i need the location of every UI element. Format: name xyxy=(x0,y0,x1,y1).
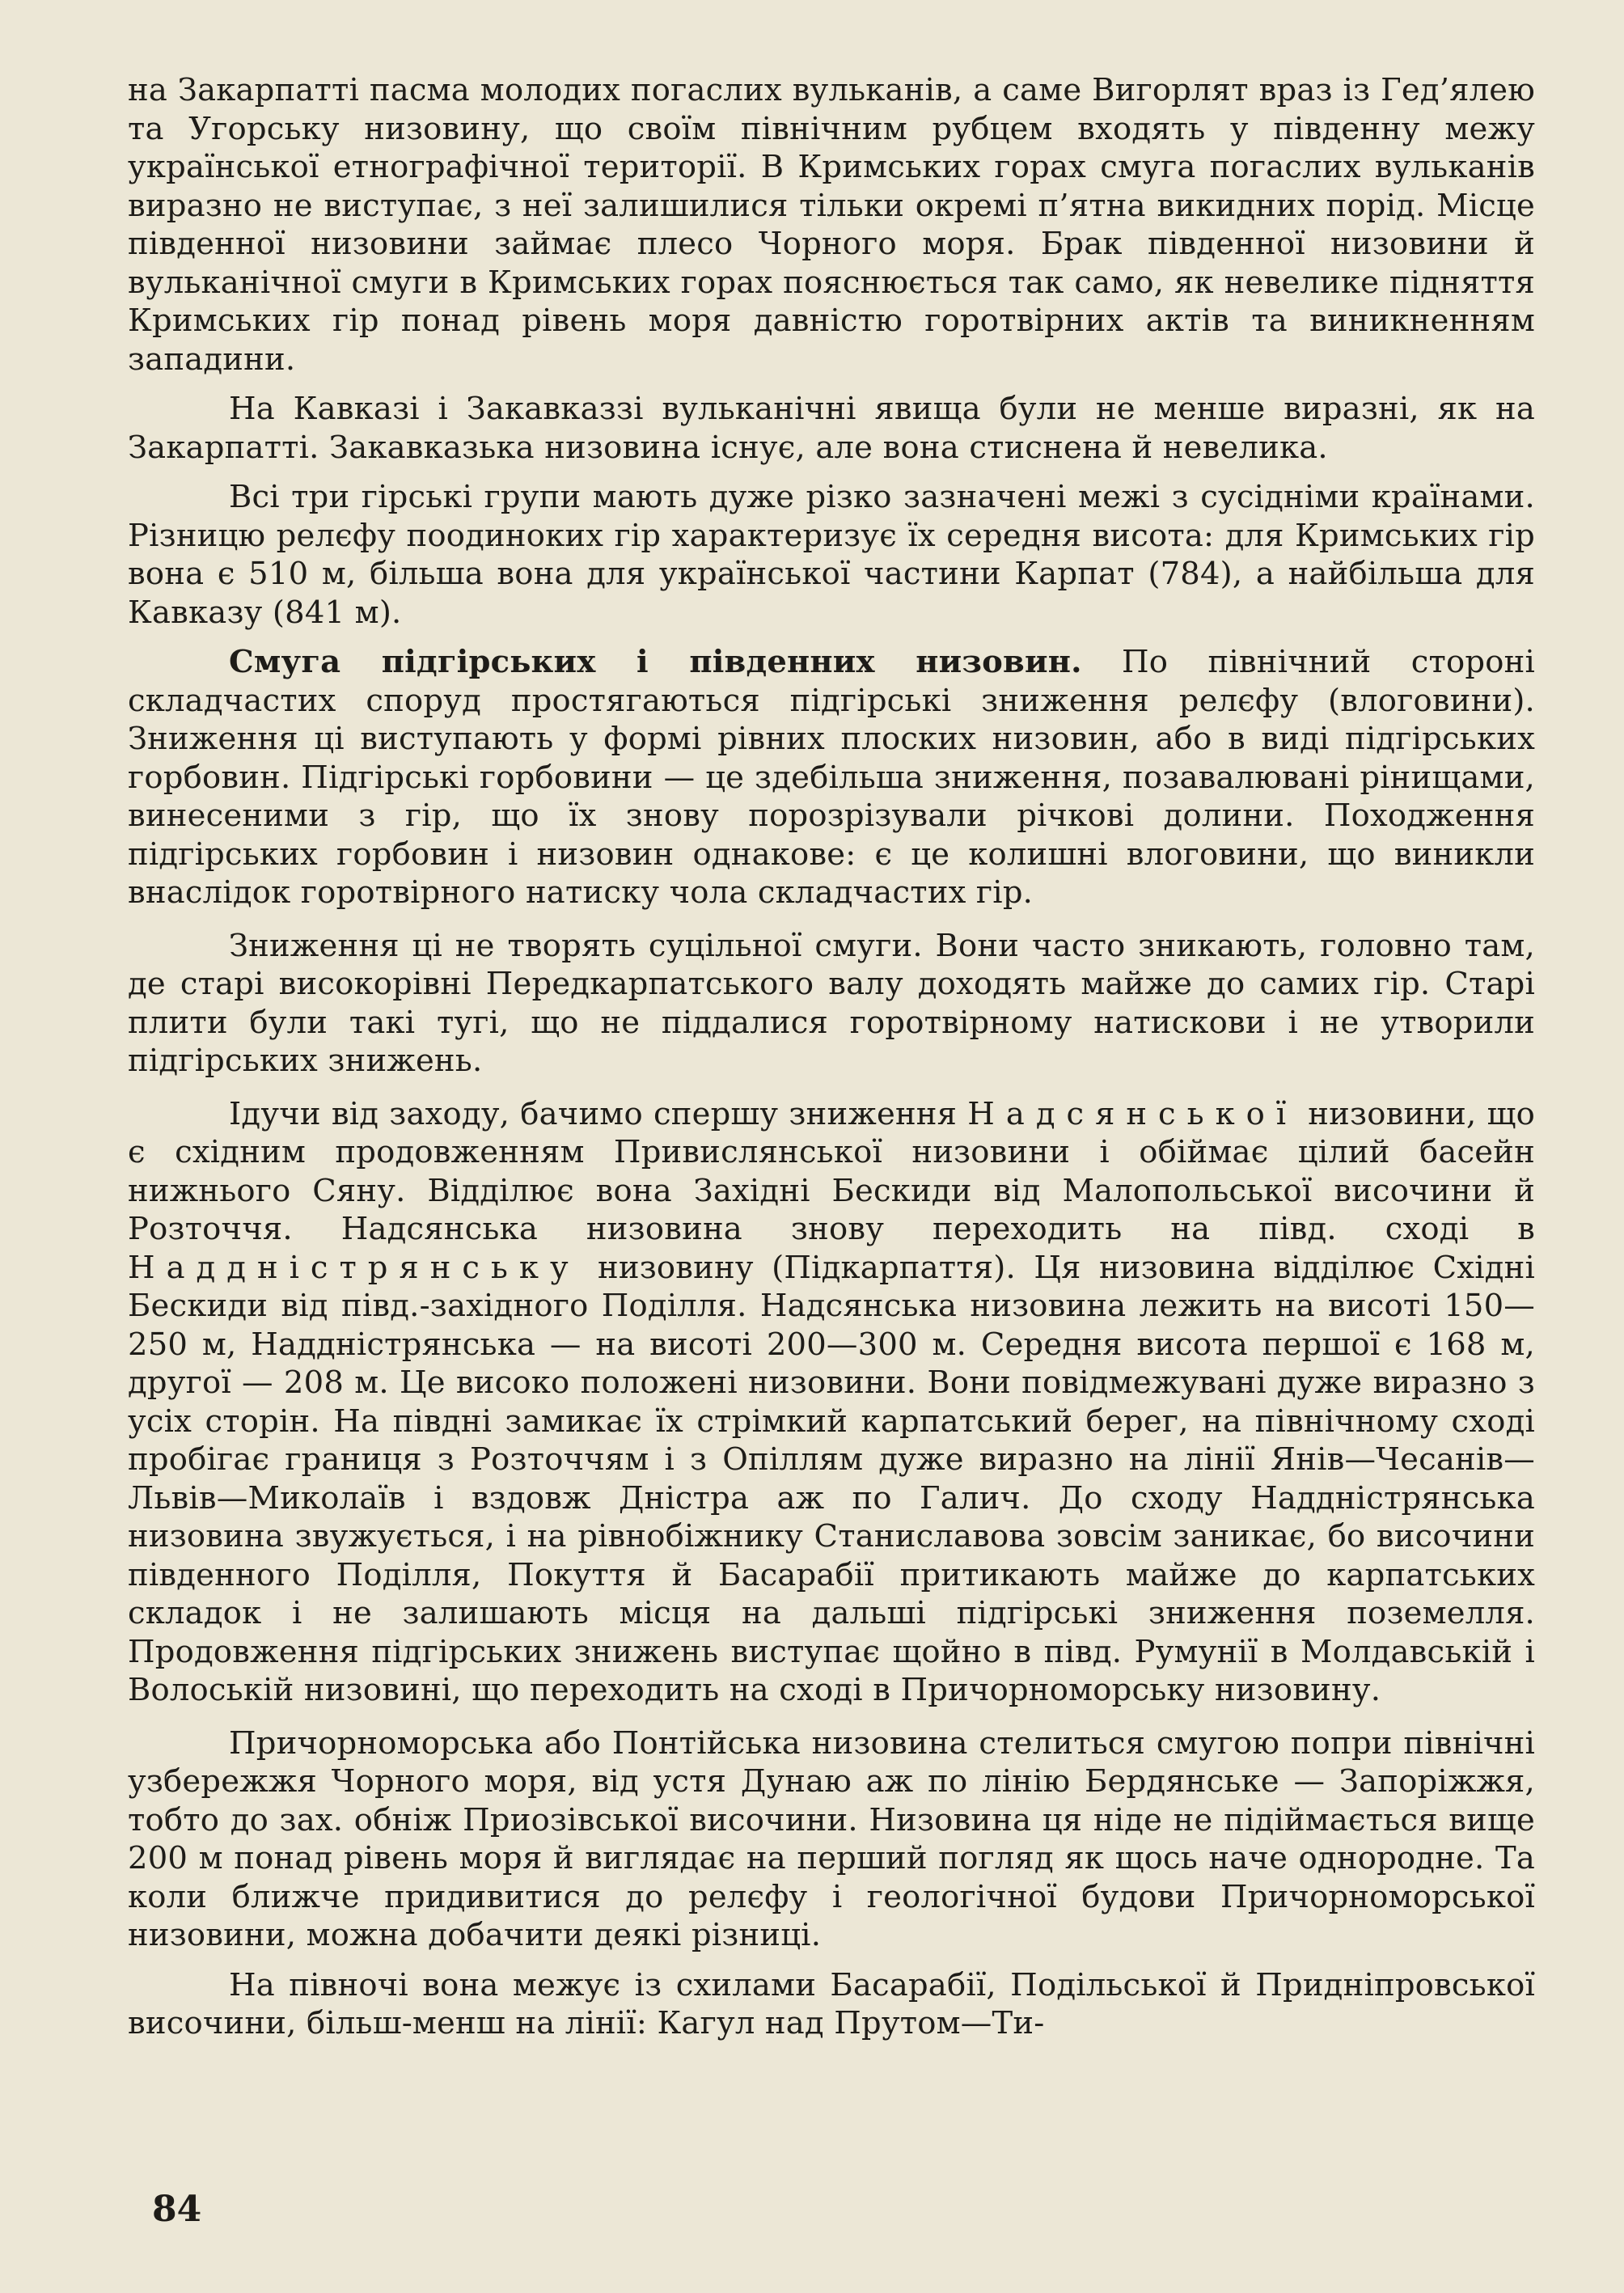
paragraph-text: низовини, що є східним продовженням Привислянської низовини і обіймає цілий басейн нижнього Сяну. Відділює вона Західні Бескиди від Малопольської височини й Розточчя. Надсянська низовина знову переходить на півд. сході в xyxy=(128,1095,1535,1247)
paragraph-6 xyxy=(128,1095,1535,1710)
emphasized-term: Наддністрянську xyxy=(128,1249,580,1286)
paragraph-text: На півночі вона межує із схилами Басарабії, Подільської й Придніпровської височини, більш-менш на лінії: Кагул над Прутом—Ти- xyxy=(128,1966,1535,2041)
paragraph-8 xyxy=(128,1966,1535,2043)
section-heading: Смуга підгірських і південних низовин. xyxy=(229,644,1082,680)
paragraph-3 xyxy=(128,478,1535,632)
emphasized-term: Надсянської xyxy=(967,1095,1298,1132)
paragraph-text: По північний стороні складчастих споруд простягаються підгірські зниження релєфу (влоговини). Зниження ці виступають у формі рівних плоских низовин, або в виді підгірських горбовин. Підгірські горбовини — це здебільша зниження, позавалювані рінищами, винесеними з гір, що їх знову порозрізували річкові долини. Походження підгірських горбовин і низовин однакове: є це колишні влоговини, що виникли внаслідок горотвірного натиску чола складчастих гір. xyxy=(128,644,1535,911)
paragraph-2 xyxy=(128,390,1535,467)
paragraph-1 xyxy=(128,71,1535,379)
page-number: 84 xyxy=(152,2189,202,2230)
page-body xyxy=(128,71,1535,2043)
paragraph-text: низовину (Підкарпаття). Ця низовина відділює Східні Бескиди від півд.-західного Поділля. Надсянська низовина лежить на висоті 150—250 м, Наддністрянська — на висоті 200—300 м. Середня висота першої є 168 м, другої — 208 м. Це високо положені низовини. Вони повідмежувані дуже виразно з усіх сторін. На півдні замикає їх стрімкий карпатський берег, на північному сході пробігає границя з Розточчям і з Опіллям дуже виразно на лінії Янів—Чесанів—Львів—Миколаїв і вздовж Дністра аж по Галич. До сходу Наддністрянська низовина звужується, і на рівнобіжнику Станиславова зовсім заникає, бо височини південного Поділля, Покуття й Басарабії притикають майже до карпатських складок і не залишають місця на дальші підгірські зниження поземелля. Продовження підгірських знижень виступає щойно в півд. Румунії в Молдавській і Волоській низовині, що переходить на сході в Причорноморську низовину. xyxy=(128,1249,1535,1708)
paragraph-7 xyxy=(128,1724,1535,1955)
paragraph-text: Причорноморська або Понтійська низовина стелиться смугою попри північні узбережжя Чорного моря, від устя Дунаю аж по лінію Бердянське — Запоріжжя, тобто до зах. обніж Приозівської височини. Низовина ця ніде не підіймається вище 200 м понад рівень моря й виглядає на перший погляд як щось наче однородне. Та коли ближче придивитися до релєфу і геологічної будови Причорноморської низовини, можна добачити деякі різниці. xyxy=(128,1724,1535,1953)
paragraph-text: Зниження ці не творять суцільної смуги. Вони часто зникають, головно там, де старі високорівні Передкарпатського валу доходять майже до самих гір. Старі плити були такі тугі, що не піддалися горотвірному натискови і не утворили підгірських знижень. xyxy=(128,927,1535,1079)
paragraph-4 xyxy=(128,643,1535,912)
paragraph-text: На Кавказі і Закавказзі вульканічні явища були не менше виразні, як на Закарпатті. Закавказька низовина існує, але вона стиснена й невелика. xyxy=(128,391,1535,466)
paragraph-text: Всі три гірські групи мають дуже різко зазначені межі з сусідніми країнами. Різницю релєфу поодиноких гір характеризує їх середня висота: для Кримських гір вона є 510 м, більша вона для української частини Карпат (784), а найбільша для Кавказу (841 м). xyxy=(128,479,1535,631)
paragraph-5 xyxy=(128,927,1535,1081)
paragraph-text: Ідучи від заходу, бачимо спершу зниження xyxy=(229,1095,968,1132)
paragraph-text: на Закарпатті пасма молодих погаслих вульканів, а саме Вигорлят враз із Гед’ялею та Угорську низовину, що своїм північним рубцем входять у південну межу української етнографічної території. В Кримських горах смуга погаслих вульканів виразно не виступає, з неї залишилися тільки окремі п’ятна викидних порід. Місце південної низовини займає плесо Чорного моря. Брак південної низовини й вульканічної смуги в Кримських горах пояснюється так само, як невелике підняття Кримських гір понад рівень моря давністю горотвірних актів та виникненням западини. xyxy=(128,72,1535,378)
